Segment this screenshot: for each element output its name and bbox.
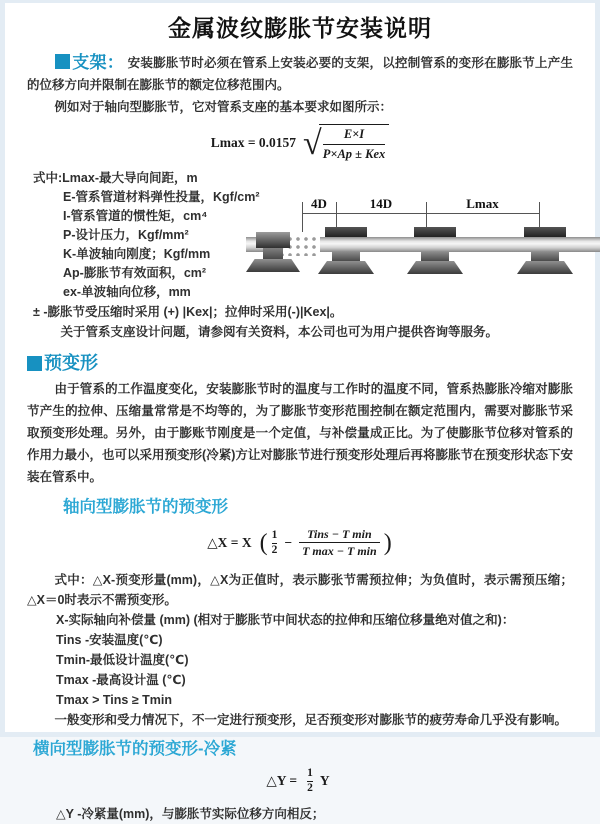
- note-line: X-实际轴向补偿量 (mm) (相对于膨胀节中间状态的拉伸和压缩位移量绝对值之和)：: [56, 613, 515, 627]
- plusminus-rule-line: ± -膨胀节受压缩时采用 (+) |Kex|；拉伸时采用(-)|Kex|。: [33, 305, 343, 319]
- square-root: [303, 124, 389, 162]
- subheading-lateral-predeform: 横向型膨胀节的预变形-冷紧: [33, 740, 237, 758]
- consulting-note-line: 关于管系支座设计问题，请参阅有关资料，本公司也可为用户提供咨询等服务。: [60, 325, 499, 339]
- open-paren: (: [259, 530, 268, 556]
- support-example-line: 例如对于轴向型膨胀节，它对管系支座的基本要求如图所示：: [54, 100, 393, 114]
- section-marker-icon: [27, 356, 42, 371]
- formula-lhs: △X = X: [207, 535, 252, 550]
- page-title: 金属波纹膨胀节安装说明: [168, 15, 432, 41]
- note-line: Tmax > Tins ≥ Tmin: [56, 693, 173, 707]
- minus-operator: −: [284, 535, 293, 550]
- definition-item: 式中:Lmax-最大导向间距，m: [33, 171, 198, 185]
- section-heading-support: 支架：: [72, 53, 124, 72]
- definition-item: E-管系管道材料弹性投量，Kgf/cm²: [63, 190, 260, 204]
- section-heading-predeform: 预变形: [27, 352, 573, 374]
- close-paren: ): [383, 530, 392, 556]
- one-half-fraction: $\frac{1}{2}$: [271, 529, 278, 556]
- pipe-guide-support: [318, 227, 374, 277]
- radical-sign-icon: √: [303, 125, 322, 162]
- definition-item: I-管系管道的惯性矩，cm⁴: [63, 209, 208, 223]
- formula-rhs: Y: [319, 773, 330, 788]
- note-line: Tmin-最低设计温度(℃): [56, 653, 189, 667]
- pipe-anchor-support: [246, 229, 300, 277]
- lateral-formula-note: △Y -冷紧量(mm)，与膨胀节实际位移方向相反；: [56, 807, 325, 821]
- support-requirement-diagram: [246, 196, 600, 295]
- note-line: 一般变形和受力情况下，不一定进行预变形，足否预变形对膨胀节的疲劳寿命几乎没有影响。: [54, 713, 568, 727]
- subheading-axial-predeform: 轴向型膨胀节的预变形: [63, 498, 228, 516]
- axial-predeform-formula: [27, 524, 573, 562]
- formula-lhs: △Y =: [266, 773, 298, 788]
- definition-item: ex-单波轴向位移，mm: [63, 285, 191, 299]
- formula-numerator: E×I: [323, 126, 386, 144]
- temperature-fraction: $\frac{\text{Tins − T min}}{\text{T max − T min}}$: [299, 527, 380, 559]
- definition-item: Ap-膨胀节有效面积，cm²: [63, 266, 207, 280]
- definition-item: P-设计压力，Kgf/mm²: [63, 228, 189, 242]
- pipe-guide-support: [407, 227, 463, 277]
- support-intro-text: 安装膨胀节时必须在管系上安装必要的支架，以控制管系的变形在膨胀节上产生的位移方向并限制在膨胀节的额定位移范围内。: [27, 56, 574, 92]
- predeform-body-paragraph: 由于管系的工作温度变化，安装膨胀节时的温度与工作时的温度不同，管系热膨胀冷缩对膨胀节产生的拉伸、压缩量常常是不均等的，为了膨胀节变形范围控制在额定范围内，需要对膨胀节采取预变形处理。另外，由于膨账节刚度是一个定值，与补偿量成正比。为了使膨胀节位移对管系的作用力最小，也可以采用预变形(冷紧)方让对膨胀节进行预变形处理后再将膨胀节在预变形状态下安装在管系中。: [27, 382, 573, 484]
- dimension-label-4d: 4D: [311, 196, 327, 211]
- dimension-line: [302, 213, 539, 214]
- lateral-predeform-formula: [27, 766, 573, 796]
- definition-item: K-单波轴向刚度；Kgf/mm: [63, 247, 211, 261]
- note-line: Tmax -最高设计温 (℃): [56, 673, 186, 687]
- axial-formula-notes: [27, 570, 573, 730]
- formula-lhs: Lmax = 0.0157: [210, 135, 297, 150]
- pipe-guide-support: [517, 227, 573, 277]
- dimension-label-14d: 14D: [369, 196, 393, 211]
- formula-denominator: P×Ap ± Kex: [322, 146, 386, 161]
- note-line: 式中：△X-预变形量(mm)，△X为正值时，表示膨张节需预拉伸；为负值时，表示需预压缩；△X＝0时表示不需预变形。: [27, 573, 573, 607]
- guide-spacing-formula: [27, 122, 573, 164]
- support-intro-paragraph: [27, 52, 573, 96]
- one-half-fraction: $\frac{1}{2}$: [307, 767, 313, 794]
- section-marker-icon: [55, 54, 70, 69]
- dimension-label-lmax: Lmax: [466, 196, 499, 211]
- note-line: Tins -安装温度(℃): [56, 633, 163, 647]
